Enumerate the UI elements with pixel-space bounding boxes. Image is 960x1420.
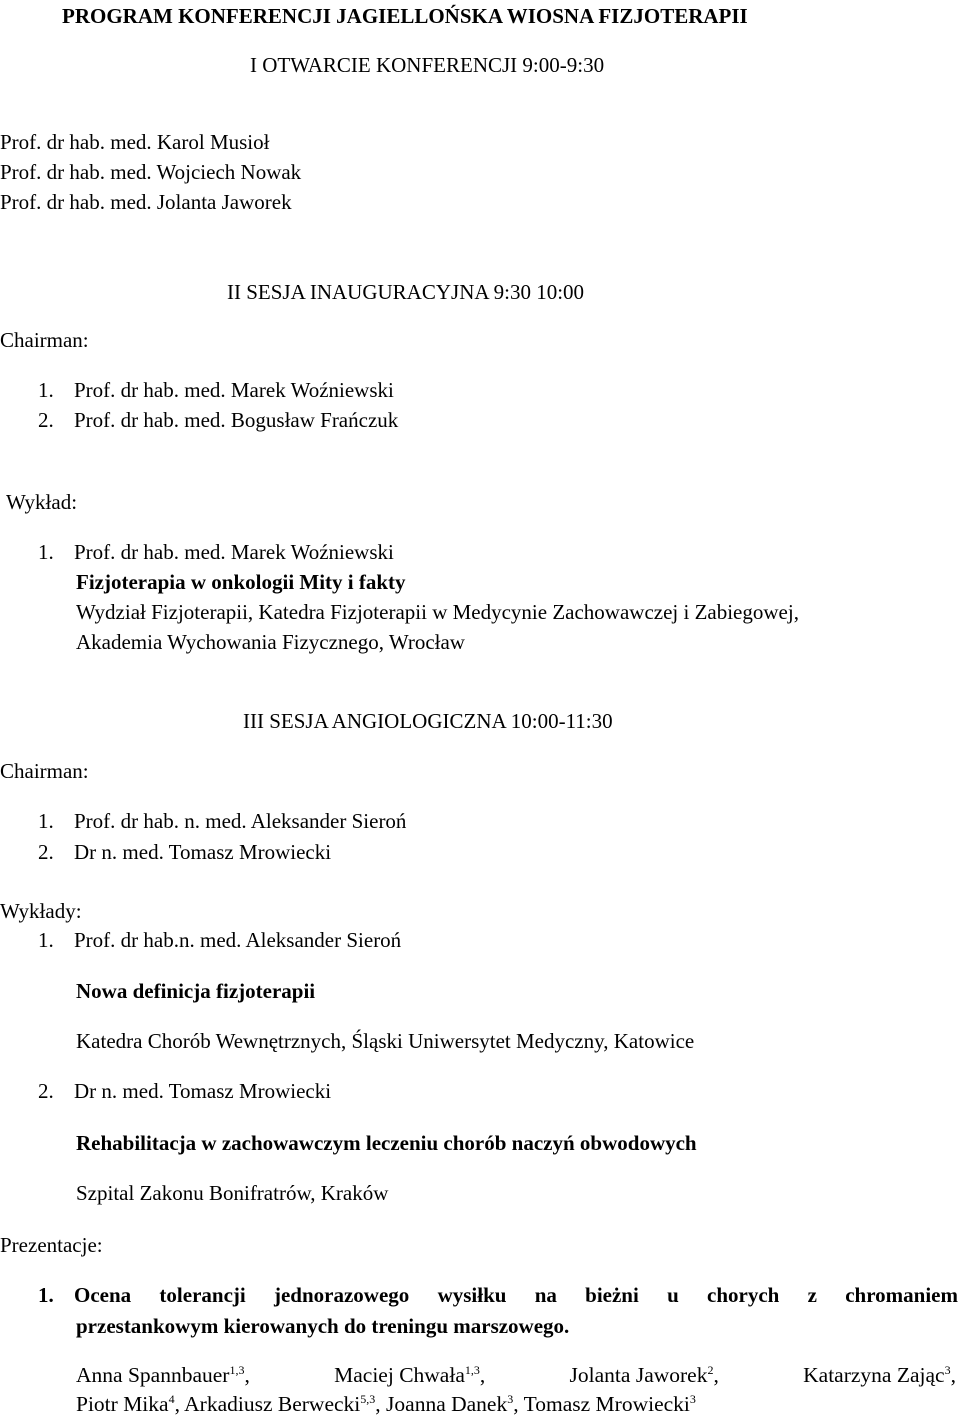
list-number: 2. [38,408,54,432]
list-number: 2. [38,1079,54,1103]
opening-person: Prof. dr hab. med. Jolanta Jaworek [0,190,292,214]
author: Tomasz Mrowiecki$^3$ [523,1391,696,1416]
list-number: 1. [38,378,54,402]
session3-lecture-2-affiliation: Szpital Zakonu Bonifratrów, Kraków [76,1181,389,1205]
presentation-1-title-line2: przestankowym kierowanych do treningu marszowego. [76,1314,570,1338]
session2-chair-2 [38,408,398,433]
session2-lecture-affiliation: Wydział Fizjoterapii, Katedra Fizjoterapii w Medycynie Zachowawczej i Zabiegowej, [76,600,799,624]
session2-heading: II SESJA INAUGURACYJNA 9:30 10:00 [227,280,585,304]
chair-name: Prof. dr hab. n. med. Aleksander Sieroń [74,809,407,833]
list-number: 1. [38,1283,54,1307]
session3-lectures-label: Wykłady: [0,899,82,923]
session3-lecture-1-title: Nowa definicja fizjoterapii [76,979,316,1003]
chair-name: Prof. dr hab. med. Marek Woźniewski [74,378,394,402]
session3-lecture-2-speaker [38,1079,331,1104]
speaker-name: Dr n. med. Tomasz Mrowiecki [74,1079,332,1103]
opening-person: Prof. dr hab. med. Karol Musioł [0,130,270,154]
author: Jolanta Jaworek$^2$, [569,1362,719,1387]
presentation-1-title-line1 [38,1283,958,1308]
session3-heading: III SESJA ANGIOLOGICZNA 10:00-11:30 [243,709,613,733]
presentation-title: Ocena tolerancji jednorazowego wysiłku na bieżni u chorych z chromaniem [74,1283,958,1307]
author: Piotr Mika$^4$, [76,1391,185,1416]
speaker-name: Prof. dr hab. med. Marek Woźniewski [74,540,394,564]
author: Anna Spannbauer$^{1,3}$, [76,1362,250,1387]
session3-chair-1 [38,809,406,834]
session2-lecture-speaker [38,540,394,565]
speaker-name: Prof. dr hab.n. med. Aleksander Sieroń [74,928,402,952]
opening-heading: I OTWARCIE KONFERENCJI 9:00-9:30 [250,53,605,77]
list-number: 2. [38,840,54,864]
session3-chair-2 [38,840,331,865]
list-number: 1. [38,809,54,833]
author: Arkadiusz Berwecki$^{5,3}$, [184,1391,387,1416]
presentation-authors-line1 [76,1363,956,1388]
author: Joanna Danek$^3$, [386,1391,524,1416]
document-title: PROGRAM KONFERENCJI JAGIELLOŃSKA WIOSNA FIZJOTERAPII [62,4,748,28]
session2-lecture-label: Wykład: [6,490,78,514]
chair-name: Prof. dr hab. med. Bogusław Frańczuk [74,408,399,432]
session3-lecture-1-affiliation: Katedra Chorób Wewnętrznych, Śląski Uniwersytet Medyczny, Katowice [76,1029,695,1053]
session3-chairman-label: Chairman: [0,759,89,783]
list-number: 1. [38,928,54,952]
session3-lecture-2-title: Rehabilitacja w zachowawczym leczeniu chorób naczyń obwodowych [76,1131,697,1155]
session3-presentations-label: Prezentacje: [0,1233,103,1257]
session3-lecture-1-speaker [38,928,401,953]
list-number: 1. [38,540,54,564]
opening-person: Prof. dr hab. med. Wojciech Nowak [0,160,302,184]
session2-lecture-title: Fizjoterapia w onkologii Mity i fakty [76,570,406,594]
session2-lecture-affiliation: Akademia Wychowania Fizycznego, Wrocław [76,630,465,654]
presentation-authors-line2 [76,1392,696,1417]
session2-chair-1 [38,378,394,403]
chair-name: Dr n. med. Tomasz Mrowiecki [74,840,332,864]
session2-chairman-label: Chairman: [0,328,89,352]
author: Katarzyna Zając$^3$, [803,1362,956,1387]
author: Maciej Chwała$^{1,3}$, [334,1362,486,1387]
